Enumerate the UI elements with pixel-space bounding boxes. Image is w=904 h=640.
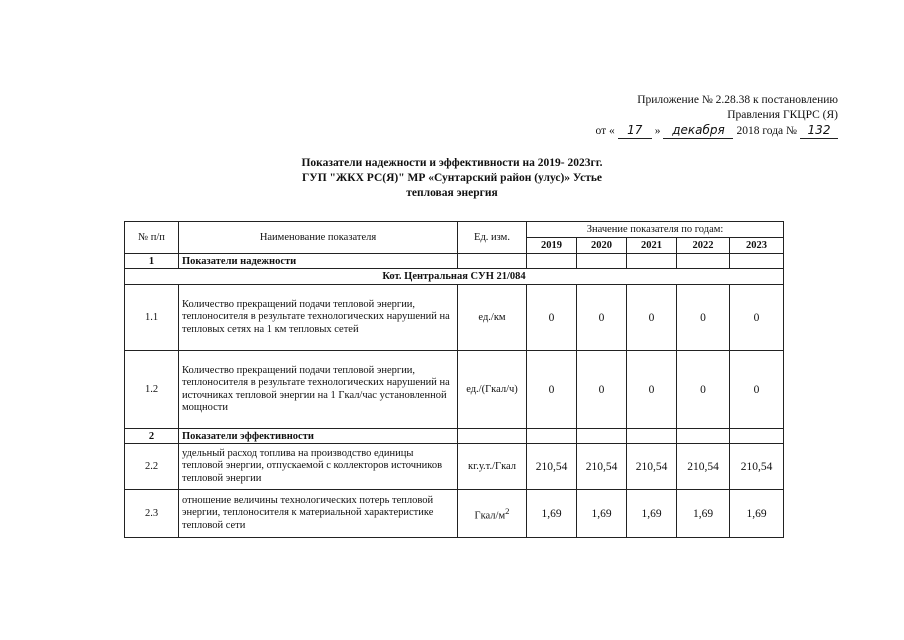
annex-line-1: Приложение № 2.28.38 к постановлению — [637, 94, 838, 106]
row-value: 210,54 — [577, 444, 627, 490]
document-title — [0, 156, 904, 201]
annex-number: 132 — [800, 123, 838, 139]
row-value: 1,69 — [730, 490, 784, 538]
header-num: № п/п — [125, 222, 179, 254]
row-value: 0 — [677, 351, 730, 429]
section-row — [125, 429, 784, 444]
row-value: 1,69 — [677, 490, 730, 538]
row-value: 1,69 — [527, 490, 577, 538]
annex-line-2: Правления ГКЦРС (Я) — [727, 109, 838, 121]
row-num: 2.3 — [125, 490, 179, 538]
subsection-row — [125, 269, 784, 285]
table-row — [125, 351, 784, 429]
row-value: 0 — [730, 285, 784, 351]
title-line-1: Показатели надежности и эффективности на 2019- 2023гг. — [301, 157, 603, 169]
row-name: отношение величины технологических потерь тепловой энергии, теплоносителя к материальной характеристике тепловой сети — [179, 490, 458, 538]
row-value: 0 — [577, 351, 627, 429]
header-year: 2020 — [577, 238, 627, 254]
annex-line-3 — [595, 123, 838, 139]
row-unit: Гкал/м — [474, 510, 506, 522]
table-row — [125, 444, 784, 490]
row-unit: кг.у.т./Гкал — [458, 444, 527, 490]
section-title: Показатели надежности — [179, 254, 458, 269]
section-num: 1 — [125, 254, 179, 269]
annex-quote-close: » — [654, 125, 661, 137]
row-num: 1.1 — [125, 285, 179, 351]
header-year: 2021 — [627, 238, 677, 254]
title-line-3: тепловая энергия — [406, 187, 498, 199]
row-value: 0 — [677, 285, 730, 351]
header-year: 2019 — [527, 238, 577, 254]
subsection-title: Кот. Центральная СУН 21/084 — [125, 269, 784, 285]
table-row — [125, 285, 784, 351]
row-value: 0 — [527, 351, 577, 429]
row-name: удельный расход топлива на производство единицы тепловой энергии, отпускаемой с коллекторов источников тепловой энергии — [179, 444, 458, 490]
row-value: 1,69 — [627, 490, 677, 538]
row-unit: ед./(Гкал/ч) — [458, 351, 527, 429]
row-value: 210,54 — [527, 444, 577, 490]
header-unit: Ед. изм. — [458, 222, 527, 254]
row-unit-cell — [458, 490, 527, 538]
header-year: 2023 — [730, 238, 784, 254]
row-name: Количество прекращений подачи тепловой энергии, теплоносителя в результате технологических нарушений на тепловых сетях на 1 км тепловых сетей — [179, 285, 458, 351]
row-num: 1.2 — [125, 351, 179, 429]
row-num: 2.2 — [125, 444, 179, 490]
row-unit: ед./км — [458, 285, 527, 351]
row-name: Количество прекращений подачи тепловой энергии, теплоносителя в результате технологических нарушений на источниках тепловой энергии на 1 Гкал/час установленной мощности — [179, 351, 458, 429]
section-title: Показатели эффективности — [179, 429, 458, 444]
annex-day: 17 — [618, 123, 652, 139]
header-values-by-year: Значение показателя по годам: — [527, 222, 784, 238]
header-name: Наименование показателя — [179, 222, 458, 254]
row-value: 210,54 — [627, 444, 677, 490]
row-value: 210,54 — [730, 444, 784, 490]
header-year: 2022 — [677, 238, 730, 254]
row-value: 0 — [627, 351, 677, 429]
indicators-table — [124, 221, 784, 538]
row-value: 210,54 — [677, 444, 730, 490]
row-value: 0 — [527, 285, 577, 351]
section-num: 2 — [125, 429, 179, 444]
annex-from-label: от « — [595, 125, 615, 137]
row-value: 1,69 — [577, 490, 627, 538]
table-row — [125, 490, 784, 538]
row-value: 0 — [730, 351, 784, 429]
section-row — [125, 254, 784, 269]
annex-month: декабря — [663, 123, 733, 139]
annex-year-label: 2018 года № — [736, 125, 797, 137]
title-line-2: ГУП "ЖКХ РС(Я)" МР «Сунтарский район (улус)» Устье — [301, 172, 603, 184]
row-value: 0 — [577, 285, 627, 351]
row-value: 0 — [627, 285, 677, 351]
annex-header — [595, 93, 838, 139]
row-unit-superscript: 2 — [505, 505, 510, 516]
